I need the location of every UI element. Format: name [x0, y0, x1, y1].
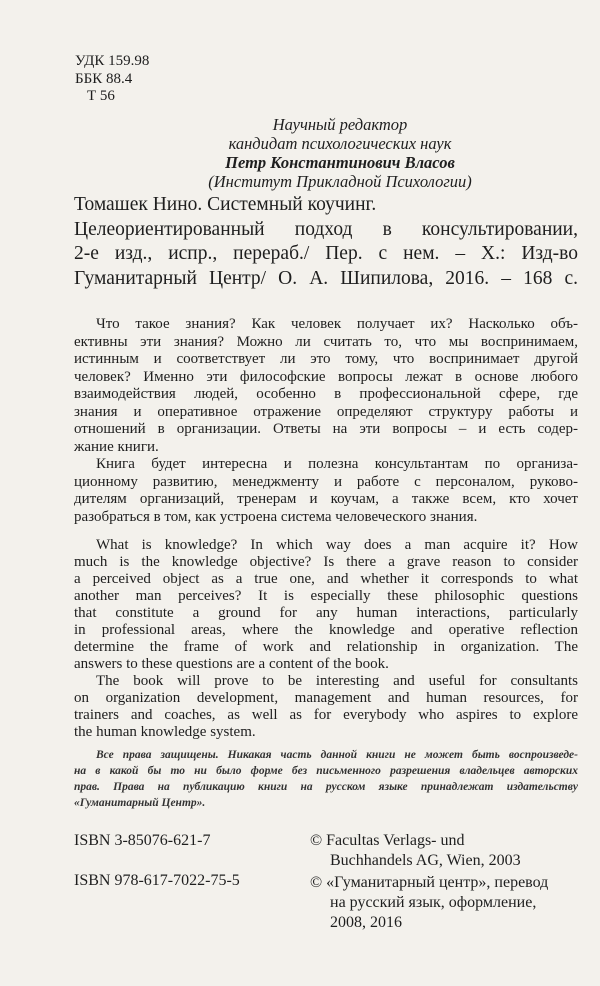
classification-codes	[75, 53, 149, 106]
text-line: the human knowledge system.	[74, 724, 256, 740]
copyright-translation	[310, 873, 548, 933]
text-line: ционному развитию, менеджменту и работе с персоналом, руково-	[74, 473, 578, 490]
editor-degree: кандидат психологических наук	[228, 134, 452, 153]
text-line: жание книги.	[74, 438, 159, 455]
bbk-code: ББК 88.4	[75, 70, 133, 87]
text-line: взаимодействия людей, особенно в профессиональной сфере, где	[74, 386, 578, 402]
annotation-russian	[74, 316, 578, 526]
bibliographic-record	[74, 193, 578, 291]
text-line: What is knowledge? In which way does a man acquire it? How	[96, 537, 578, 553]
text-line: much is the knowledge objective? Is there a grave reason to consider	[74, 554, 578, 570]
text-line: человек? Именно эти философские вопросы лежат в основе любого	[74, 368, 578, 385]
copyright-original	[310, 831, 521, 871]
annotation-english	[74, 537, 578, 741]
bib-line: Гуманитарный Центр/ О. А. Шипилова, 2016. – 168 с.	[74, 267, 578, 289]
text-line: разобраться в том, как устроена система человеческого знания.	[74, 508, 478, 525]
editor-role: Научный редактор	[272, 115, 408, 134]
text-line: determine the frame of work and relationship in organization. The	[74, 639, 578, 655]
text-line: on organization development, management and human resources, for	[74, 690, 578, 706]
text-line: Что такое знания? Как человек получает их? Насколько объ-	[96, 316, 578, 332]
text-line: Все права защищены. Никакая часть данной книги не может быть воспроизведе-	[96, 749, 578, 761]
editor-name: Петр Константинович Власов	[225, 153, 455, 172]
text-line: дителям организаций, тренерам и коучам, а также всем, кто хочет	[74, 491, 578, 507]
text-line: in professional areas, where the knowledge and operative reflection	[74, 622, 578, 638]
isbn-original: ISBN 3-85076-621-7	[74, 832, 211, 849]
text-line: ективны эти знания? Можно ли считать то, что мы воспринимаем,	[74, 333, 578, 350]
bib-line: Томашек Нино. Системный коучинг.	[74, 194, 377, 215]
text-line: прав. Права на публикацию книги на русском языке принадлежат издательству	[74, 781, 578, 793]
author-mark: Т 56	[87, 88, 115, 104]
text-line: на русский язык, оформление,	[330, 894, 537, 911]
text-line: that constitute a ground for any human interactions, particularly	[74, 605, 578, 621]
text-line: © Facultas Verlags- und	[310, 832, 465, 849]
text-line: Книга будет интересна и полезна консультантам по организа-	[96, 456, 578, 472]
text-line: a perceived object as a true one, and whether it corresponds to what	[74, 571, 578, 587]
text-line: 2008, 2016	[330, 914, 402, 931]
text-line: отношений в организации. Ответы на эти вопросы – и есть содер-	[74, 421, 578, 437]
text-line: на в какой бы то ни было форме без письменного разрешения владельцев авторских	[74, 765, 578, 777]
text-line: «Гуманитарный Центр».	[74, 797, 206, 809]
text-line: © «Гуманитарный центр», перевод	[310, 874, 549, 891]
rights-notice	[74, 747, 578, 811]
text-line: The book will prove to be interesting and useful for consultants	[96, 673, 578, 689]
text-line: Buchhandels AG, Wien, 2003	[330, 852, 521, 869]
text-line: истинным и соответствует ли это тому, что воспринимает другой	[74, 351, 578, 367]
scientific-editor-block	[120, 115, 560, 191]
text-line: знания и оперативное отражение определяют структуру работы и	[74, 403, 578, 420]
bib-line: 2-е изд., испр., перераб./ Пер. с нем. – Х.: Изд-во	[74, 243, 578, 264]
text-line: answers to these questions are a content of the book.	[74, 656, 389, 672]
editor-institution: (Институт Прикладной Психологии)	[208, 172, 472, 191]
text-line: trainers and coaches, as well as for everybody who aspires to explore	[74, 707, 578, 723]
udk-code: УДК 159.98	[75, 53, 150, 69]
isbn-translation: ISBN 978-617-7022-75-5	[74, 872, 240, 889]
bib-line: Целеориентированный подход в консультировании,	[74, 218, 578, 240]
text-line: another man perceives? It is especially these philosophic questions	[74, 588, 578, 604]
